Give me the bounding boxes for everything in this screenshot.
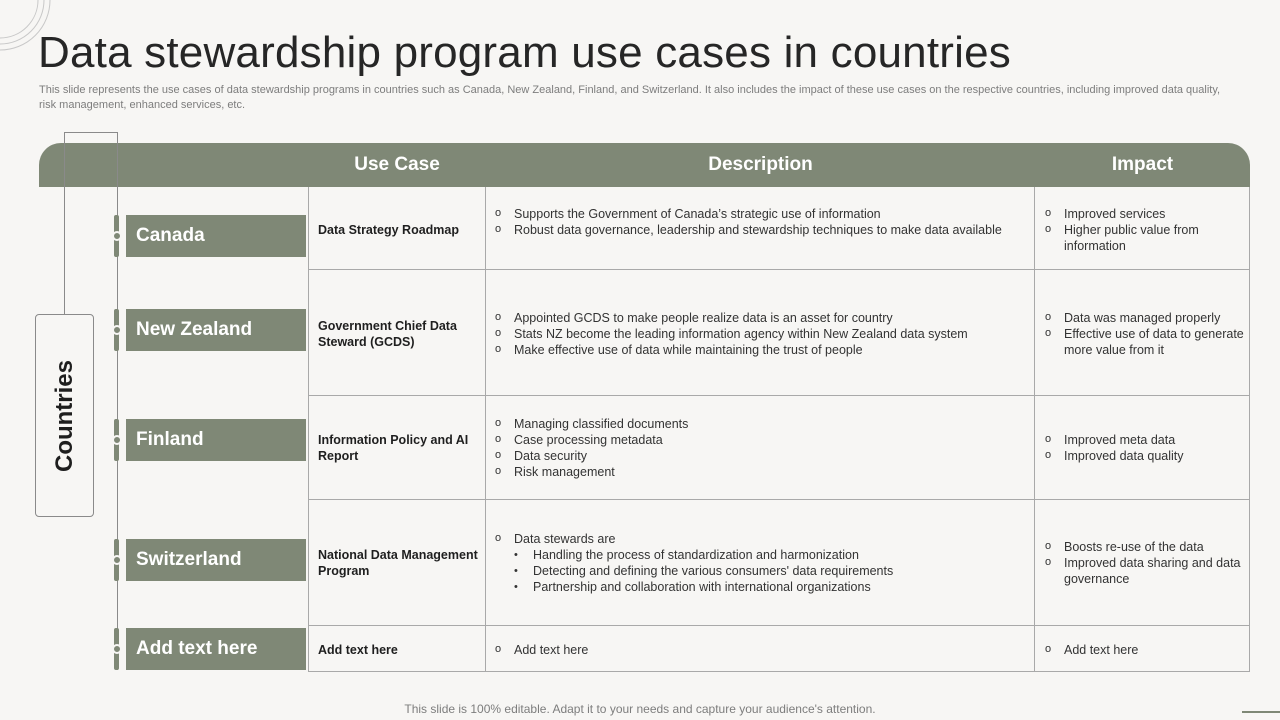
use-case-cell: Add text here [318, 643, 398, 657]
country-marker-dot [112, 325, 122, 335]
description-item: o Case processing metadata [494, 432, 1024, 448]
country-label-finland: Finland [126, 419, 306, 461]
country-label-new-zealand: New Zealand [126, 309, 306, 351]
description-item: o Managing classified documents [494, 416, 1024, 432]
impact-item: o Data was managed properly [1044, 310, 1244, 326]
country-label-switzerland: Switzerland [126, 539, 306, 581]
description-cell [494, 416, 1024, 480]
table-grid-line [308, 499, 1250, 500]
connector-line [64, 132, 118, 133]
use-case-cell: National Data Management Program [318, 548, 478, 578]
header-description: Description [708, 154, 813, 175]
description-item: o Stats NZ become the leading information agency within New Zealand data system [494, 326, 1024, 342]
table-grid-line [308, 187, 309, 672]
footer-note: This slide is 100% editable. Adapt it to your needs and capture your audience's attention. [404, 702, 876, 716]
description-item: o Robust data governance, leadership and stewardship techniques to make data available [494, 222, 1024, 238]
description-item: o Data security [494, 448, 1024, 464]
impact-cell [1044, 206, 1244, 254]
impact-item: o Improved meta data [1044, 432, 1244, 448]
connector-line [64, 132, 65, 316]
use-case-cell: Information Policy and AI Report [318, 433, 469, 463]
table-grid-line [308, 625, 1250, 626]
country-label-placeholder: Add text here [126, 628, 306, 670]
impact-cell [1044, 642, 1244, 658]
table-header-bar [39, 143, 1250, 187]
impact-item: o Improved data sharing and data governance [1044, 555, 1244, 587]
table-grid-line [1034, 187, 1035, 672]
description-subitem: • Partnership and collaboration with international organizations [494, 579, 1024, 595]
decorative-line [1242, 711, 1280, 713]
page-title: Data stewardship program use cases in countries [38, 28, 1011, 77]
table-grid-line [308, 671, 1250, 672]
description-subitem: • Handling the process of standardization and harmonization [494, 547, 1024, 563]
description-item: o Make effective use of data while maintaining the trust of people [494, 342, 1024, 358]
country-label-canada: Canada [126, 215, 306, 257]
description-item: o Supports the Government of Canada’s strategic use of information [494, 206, 1024, 222]
countries-label-box [35, 314, 94, 517]
country-marker-dot [112, 644, 122, 654]
use-case-cell: Data Strategy Roadmap [318, 223, 460, 237]
impact-item: o Higher public value from information [1044, 222, 1244, 254]
page-subtitle: This slide represents the use cases of data stewardship programs in countries such as Canada, New Zealand, Finland, and Switzerland. It also includes the impact of these use cases on the respective countries, including improved data quality, risk management, enhanced services, etc. [39, 84, 1221, 111]
table-grid-line [485, 187, 486, 672]
timeline-spine [117, 132, 118, 670]
header-impact: Impact [1111, 154, 1174, 175]
impact-item: o Add text here [1044, 642, 1244, 658]
impact-cell [1044, 310, 1244, 358]
country-marker-dot [112, 435, 122, 445]
impact-item: o Improved services [1044, 206, 1244, 222]
country-marker-dot [112, 555, 122, 565]
description-cell [494, 206, 1024, 238]
table-grid-line [308, 269, 1250, 270]
description-item: o Appointed GCDS to make people realize data is an asset for country [494, 310, 1024, 326]
impact-item: o Boosts re-use of the data [1044, 539, 1244, 555]
country-marker-dot [112, 231, 122, 241]
description-item: o Add text here [494, 642, 1024, 658]
impact-item: o Effective use of data to generate more value from it [1044, 326, 1244, 358]
description-subitem: • Detecting and defining the various consumers' data requirements [494, 563, 1024, 579]
impact-cell [1044, 432, 1244, 464]
description-cell [494, 642, 1024, 658]
description-cell [494, 531, 1024, 595]
countries-label: Countries [50, 359, 78, 472]
description-item: o Risk management [494, 464, 1024, 480]
impact-cell [1044, 539, 1244, 587]
header-use-case: Use Case [354, 154, 440, 175]
impact-item: o Improved data quality [1044, 448, 1244, 464]
description-cell [494, 310, 1024, 358]
use-case-cell: Government Chief Data Steward (GCDS) [318, 319, 457, 349]
table-grid-line [308, 395, 1250, 396]
table-grid-line [1249, 187, 1250, 672]
description-item: o Data stewards are [494, 531, 1024, 547]
